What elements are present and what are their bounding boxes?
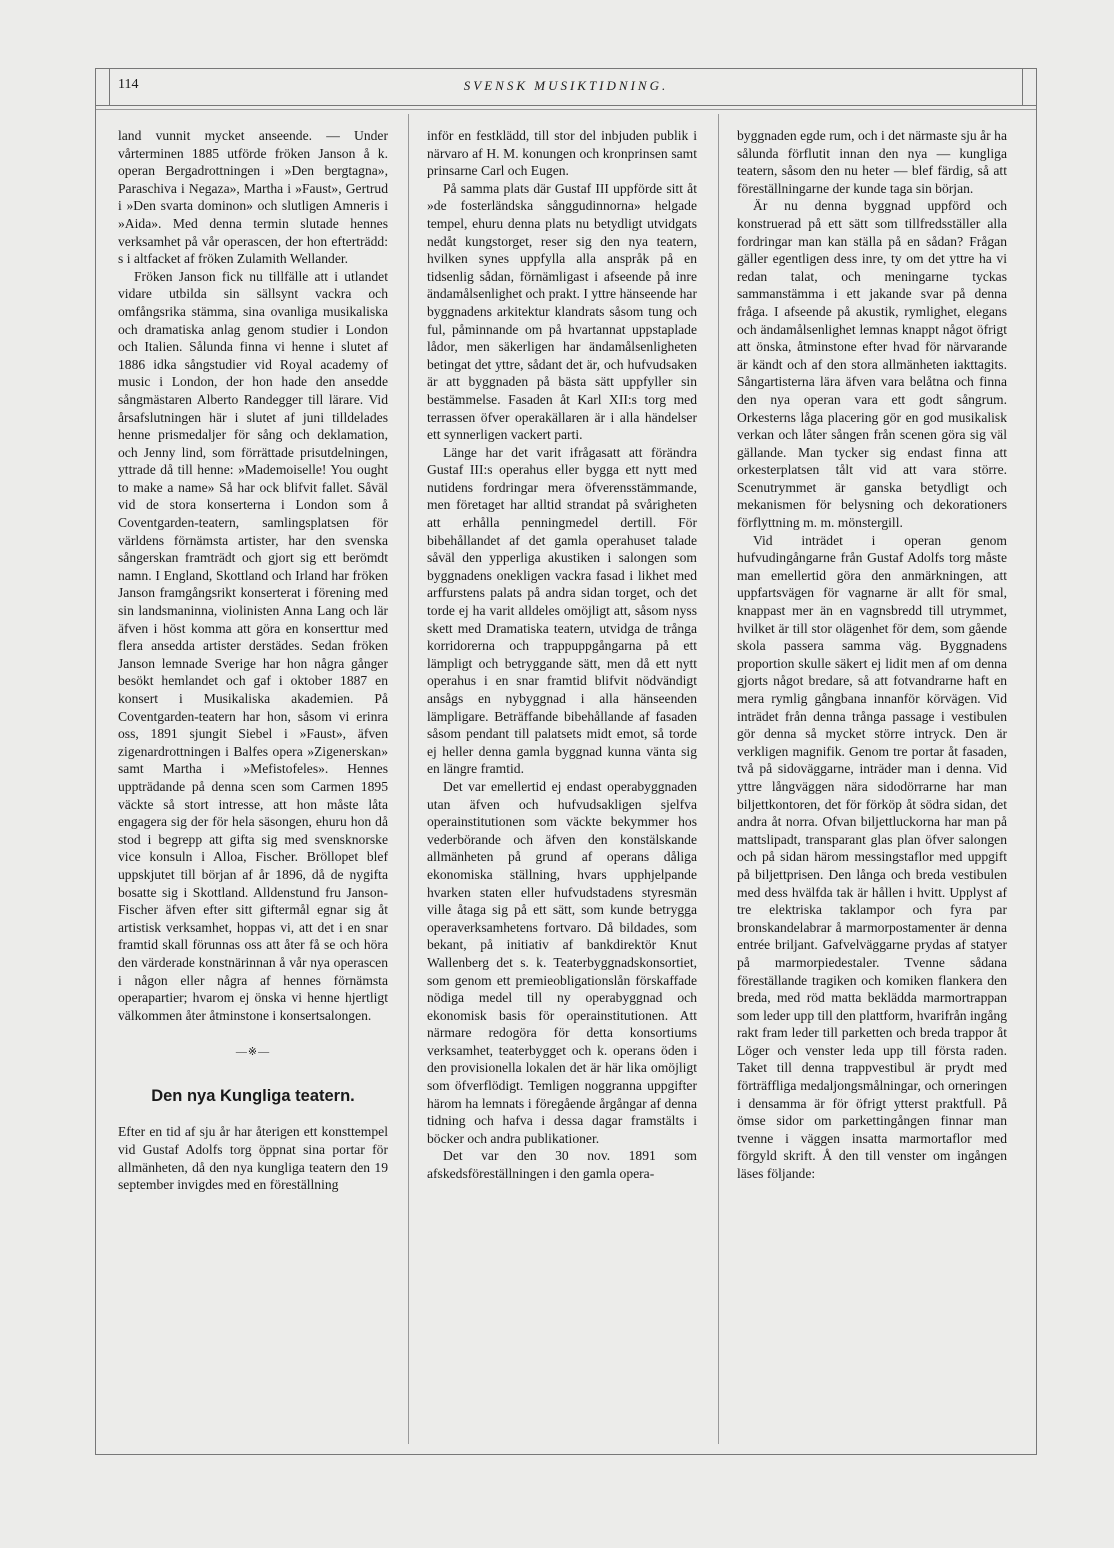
paragraph: byggnaden egde rum, och i det närmaste sju år ha sålunda förflutit innan den nya — kungliga teatern, såsom den nu heter — blef färdig, så att föreställningarne der kunde taga sin början. bbox=[737, 128, 1007, 196]
running-head: SVENSK MUSIKTIDNING. bbox=[463, 78, 669, 93]
column-2 bbox=[427, 127, 697, 1183]
newspaper-page bbox=[95, 68, 1037, 1455]
paragraph: Länge har det varit ifrågasatt att förändra Gustaf III:s operahus eller bygga ett nytt med nutidens fordringar mera öfverensstämmande, men företaget har alltid strandat på svårigheten att erhålla penningmedel dertill. För bibehållandet af det gamla operahuset talade såväl den ypperliga akustiken i salongen som byggnadens onekligen vackra fasad i likhet med arffurstens palats på andra sidan torget, och det torde ej ha varit alldeles omöjligt att, såsom nyss skett med Dramatiska teatern, utvidga de trånga korridorerna och trappuppgångarna på ett lämpligt och betryggande sätt, men då ett nytt operahus i en snar framtid blifvit nödvändigt ansågs en nybyggnad i alla hänseenden lämpligare. Beträffande bibehållande af fasaden såsom pendant till palatsets midt emot, så torde ej heller denna gamla byggnad kunna vänta sig en längre framtid. bbox=[427, 444, 697, 777]
column-rule bbox=[408, 114, 409, 1444]
column-rule bbox=[718, 114, 719, 1444]
header-right-rule bbox=[1022, 69, 1023, 105]
paragraph: Det var emellertid ej endast operabyggnaden utan äfven och hufvudsakligen sjelfva operainstitutionen som väckte bekymmer hos vederbörande och äfven den konstälskande allmänheten på grund af operans dåliga ekonomiska ställning, hvars upphjelpande hvarken staten eller hufvudstadens styresmän ville åtaga sig på ett sätt, som kunde betrygga operaverksamhetens fortvaro. Då bildades, som bekant, på initiativ af bankdirektör Knut Wallenberg det s. k. Teaterbyggnadskonsortiet, som genom ett premieobligationslån förskaffade nödiga medel till ny operabyggnad och ekonomisk basis för operainstitutionen. Att närmare redogöra för detta konsortiums verksamhet, teaterbygget och k. operans öden i den provisionella lokalen det är här lika omöjligt som öfverflödigt. Temligen noggranna uppgifter härom ha lemnats i föregående årgångar af denna tidning och hafva i dessa dagar framstälts i böcker och andra publikationer. bbox=[427, 778, 697, 1146]
article-heading: Den nya Kungliga teatern. bbox=[151, 1086, 355, 1105]
paragraph: Efter en tid af sju år har återigen ett konsttempel vid Gustaf Adolfs torg öppnat sina portar för allmänheten, då den nya kungliga teatern den 19 september invigdes med en föreställning bbox=[118, 1124, 388, 1193]
column-3 bbox=[737, 127, 1007, 1183]
section-divider: —※— bbox=[235, 1046, 271, 1059]
paragraph: På samma plats där Gustaf III uppförde sitt åt »de fosterländska sånggudinnorna» helgade tempel, ehuru denna plats nu betydligt utvidgats nedåt kungstorget, reser sig den nya teatern, hvilken synes uppfylla alla anspråk på en tidsenlig sådan, förnämligast i afseende på inre ändamålsenlighet och prakt. I yttre hänseende har byggnadens arkitektur klandrats såsom tung och ful, påminnande om på hvartannat uppstaplade lådor, men säkerligen har ändamålsenligheten betingat det yttre, sådant det är, och hufvudsaken är att byggnaden på bästa sätt uppfyller sin bestämmelse. Fasaden åt Karl XII:s torg med terrassen öfver operakällaren är i alla händelser ett synnerligen vackert parti. bbox=[427, 180, 697, 443]
paragraph: inför en festklädd, till stor del inbjuden publik i närvaro af H. M. konungen och kronprinsen samt prinsarne Carl och Eugen. bbox=[427, 128, 697, 179]
paragraph: Det var den 30 nov. 1891 som afskedsföreställningen i den gamla opera- bbox=[427, 1148, 697, 1182]
paragraph: Fröken Janson fick nu tillfälle att i utlandet vidare utbilda sin sällsynt vackra och omfångsrika stämma, sina ovanliga musikaliska och dramatiska anlag genom studier i London och Italien. Sålunda finna vi henne i slutet af 1886 idka sångstudier vid Royal academy of music i London, der hon hade den ansedde sångmästaren Alberto Randegger till lärare. Vid årsafslutningen här i slutet af juni tilldelades henne prismedaljer för sång och deklamation, och Jenny lind, som förrättade prisutdelningen, yttrade då till henne: »Mademoiselle! You ought to make a name» Så har ock blifvit fallet. Såväl vid de stora konserterna i London som å Coventgarden-teatern, samlingsplatsen för världens förnämsta artister, har den svenska sångerskan framträdt och gjort sig ett berömdt namn. I England, Skottland och Irland har fröken Janson framgångsrikt konserterat i förening med sin landsmaninna, violinisten Anna Lang och lär äfven i höst komma att göra en konserttur med flera ansedda artister derstädes. Sedan fröken Janson lemnade Sverige har hon några gånger besökt hemlandet och gaf i oktober 1887 en konsert i Musikaliska akademien. På Coventgarden-teatern har hon, såsom vi erinra oss, 1891 sjungit Siebel i »Faust», äfven zigenardrottningen i Balfes opera »Zigenerskan» samt Martha i »Mefistofeles». Hennes uppträdande på denna scen som Carmen 1895 väckte så stort intresse, att hon måste låta engagera sig der för hela säsongen, ehuru hon då stod i begrepp att gifta sig med svensknorske vice konsuln i Alloa, Fischer. Bröllopet blef uppskjutet till början af år 1896, då de nygifta bosatte sig i Skottland. Alldenstund fru Janson-Fischer äfven efter sitt giftermål egnar sig åt artistisk verksamhet, hoppas vi, att det i en snar framtid skall förunnas oss att åter få se och höra den värderade konstnärinnan å vår nya operascen i någon eller några af hennes förnämsta operapartier; hvarom ej önska vi henne hjertligt välkommen åter åtminstone i konsertsalongen. bbox=[118, 268, 388, 1023]
paragraph: Vid inträdet i operan genom hufvudingångarne från Gustaf Adolfs torg måste man emellertid göra den anmärkningen, att uppfartsvägen för vagnarne är allt för smal, knappast mer än en vagnsbredd till utrymmet, hvilket är till stor olägenhet för dem, som gående skola passera samma väg. Byggnadens proportion skulle säkert ej lidit men af om denna gjorts något bredare, så att fotvandrarne haft en mera rymlig gångbana innanför körvägen. Vid inträdet från denna trånga passage i vestibulen gör denna så mycket större intryck. Den är verkligen magnifik. Genom tre portar åt fasaden, två på sidoväggarne, inträder man i denna. Vid yttre långväggen nära sidodörrarne har man biljettkontoren, det för förköp åt södra sidan, det andra åt norra. Ofvan biljettluckorna har man på mattslipadt, transparant glas plan öfver salongen och på sidan härom messingstaflor med uppgift på biljettprisen. Den långa och breda vestibulen med dess hvälfda tak är hållen i hvitt. Upplyst af tre elektriska taklampor och fyra par bronskandelabrar å marmorpostamenter är denna entrée briljant. Gafvelväggarne prydas af statyer på marmorpiedestaler. Tvenne sådana föreställande tragiken och komiken flankera den breda, med röd matta beklädda marmortrappan som leder upp till den plattform, hvarifrån ingång rakt fram leder till parketten och breda trappor åt Löger och venster leda upp till första raden. Taket till denna trappvestibul är prydt med förträffliga medaljongsmålningar, och orneringen i densamma är för öfrigt ytterst praktfull. På ömse sidor om parkettingången finnar man tvenne i väggen insatta marmortaflor med förgyld skrift. Å den till venster om ingången läses följande: bbox=[737, 532, 1007, 1182]
paragraph: land vunnit mycket anseende. — Under vårterminen 1885 utförde fröken Janson å k. operan Bergadrottningen i »Den bergtagna», Paraschiva i Negaza», Martha i »Faust», Gertrud i »Den svarta dominon» och slutligen Amneris i »Aida». Med denna termin slutade hennes verksamhet på vår operascen, der hon efterträdd: s i altfacket af fröken Zulamith Wellander. bbox=[118, 128, 388, 267]
column-1 bbox=[118, 127, 388, 1194]
paragraph: Är nu denna byggnad uppförd och konstruerad på ett sätt som tillfredsställer alla fordringar man kan ställa på en sådan? Frågan gäller egentligen dess inre, ty om det yttre ha vi redan talat, och meningarne tyckas sammanstämma i ett jakande svar på denna fråga. I afseende på akustik, rymlighet, elegans och ändamålsenlighet lemnas knappt något öfrigt att önska, åtminstone efter hvad för närvarande är kändt och af den stora allmänheten iakttagits. Sångartisterna lära äfven vara belåtna och finna den nya operan vara ett godt sångrum. Orkesterns låga placering gör en god musikalisk verkan och låter sången från scenen göra sig väl gällande. Man tycker sig endast finna att orkesterplatsen tålt vid att vara större. Scenutrymmet är ganska betydligt och mekanismen för belysning och dekorationers förflyttning m. m. mönstergill. bbox=[737, 198, 1007, 531]
page-header bbox=[96, 69, 1036, 106]
page-number: 114 bbox=[118, 77, 139, 92]
header-double-rule bbox=[96, 109, 1036, 110]
